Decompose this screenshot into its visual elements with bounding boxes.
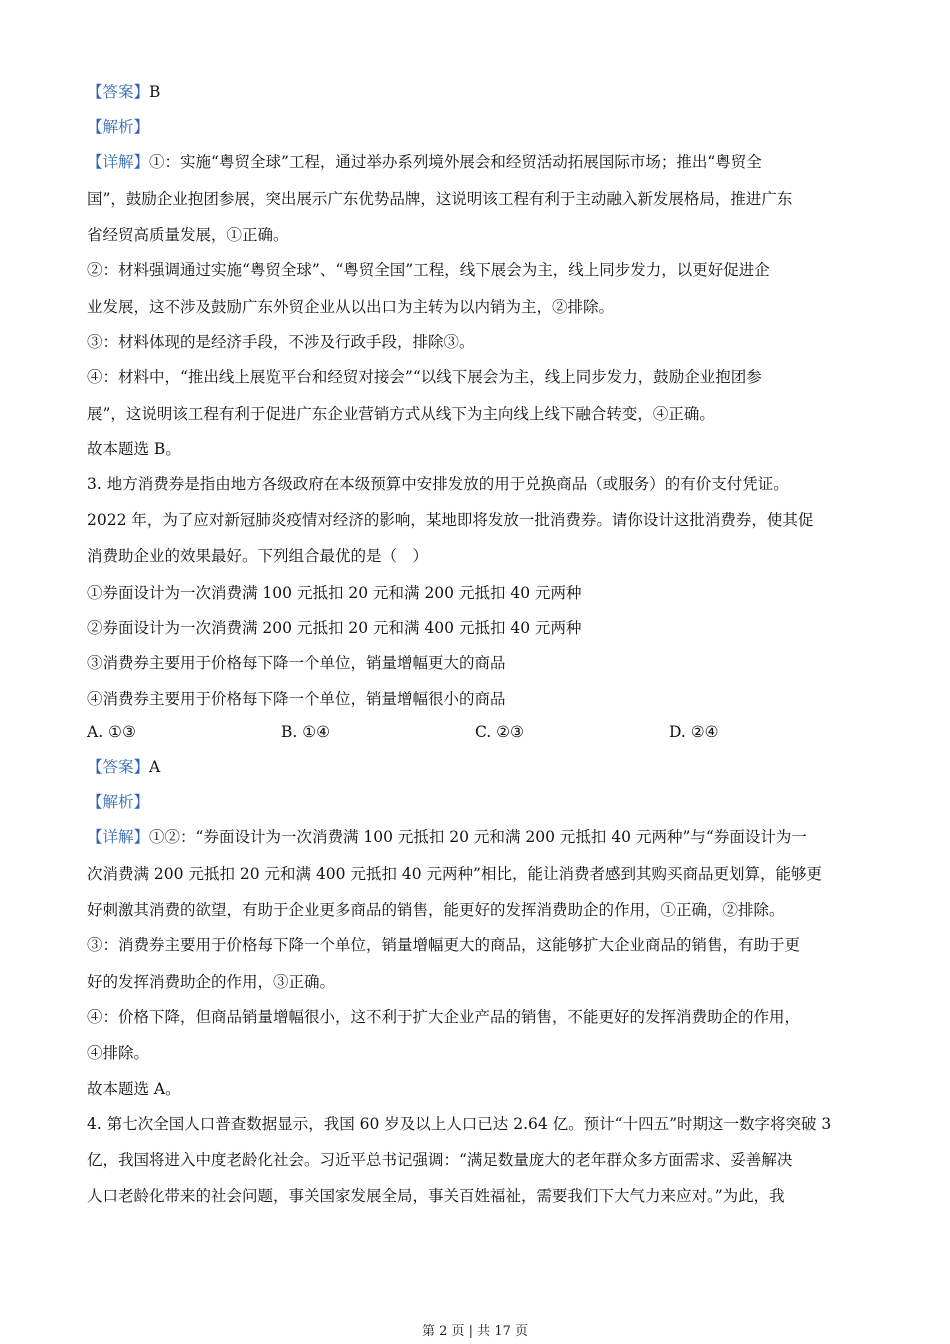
detail-line: 【详解】①②：“券面设计为一次消费满 100 元抵扣 20 元和满 200 元抵扣 40 元两种”与“券面设计为一 bbox=[87, 828, 807, 846]
conclusion-line: 故本题选 A。 bbox=[87, 1080, 181, 1098]
analysis-tag: 【解析】 bbox=[87, 793, 150, 811]
detail-line: 【详解】①：实施“粤贸全球”工程，通过举办系列境外展会和经贸活动拓展国际市场；推出“粤贸全 bbox=[87, 153, 762, 171]
question-stem: 4. 第七次全国人口普查数据显示，我国 60 岁及以上人口已达 2.64 亿。预计“十四五”时期这一数字将突破 3 bbox=[87, 1115, 832, 1133]
text-line: 次消费满 200 元抵扣 20 元和满 400 元抵扣 40 元两种”相比，能让消费者感到其购买商品更划算，能够更 bbox=[87, 865, 822, 883]
text-line: 省经贸高质量发展，①正确。 bbox=[87, 226, 289, 244]
question-stem: 2022 年，为了应对新冠肺炎疫情对经济的影响，某地即将发放一批消费券。请你设计这批消费券，使其促 bbox=[87, 511, 814, 529]
statement-item: ②券面设计为一次消费满 200 元抵扣 20 元和满 400 元抵扣 40 元两种 bbox=[87, 619, 582, 637]
page-footer: 第 2 页 | 共 17 页 bbox=[422, 1324, 528, 1339]
question-stem: 消费助企业的效果最好。下列组合最优的是（ ） bbox=[87, 547, 429, 565]
text-line: ③：材料体现的是经济手段，不涉及行政手段，排除③。 bbox=[87, 333, 475, 351]
text-line: ④排除。 bbox=[87, 1044, 150, 1062]
answer-line bbox=[87, 82, 867, 102]
text-line: ③：消费券主要用于价格每下降一个单位，销量增幅更大的商品，这能够扩大企业商品的销售，有助于更 bbox=[87, 936, 801, 954]
answer-value: A bbox=[149, 758, 161, 776]
conclusion-line: 故本题选 B。 bbox=[87, 440, 181, 458]
option-a: A. ①③ bbox=[87, 723, 136, 741]
text-line: 好刺激其消费的欲望，有助于企业更多商品的销售，能更好的发挥消费助企的作用，①正确，②排除。 bbox=[87, 901, 785, 919]
text-line: ④：价格下降，但商品销量增幅很小，这不利于扩大企业产品的销售，不能更好的发挥消费助企的作用， bbox=[87, 1008, 801, 1026]
statement-item: ④消费券主要用于价格每下降一个单位，销量增幅很小的商品 bbox=[87, 690, 506, 708]
answer-line bbox=[87, 757, 867, 777]
question-stem: 亿，我国将进入中度老龄化社会。习近平总书记强调：“满足数量庞大的老年群众多方面需求、妥善解决 bbox=[87, 1151, 793, 1169]
answer-tag: 【答案】 bbox=[87, 758, 150, 776]
answer-tag: 【答案】 bbox=[87, 83, 150, 101]
option-d: D. ②④ bbox=[669, 723, 719, 741]
statement-item: ③消费券主要用于价格每下降一个单位，销量增幅更大的商品 bbox=[87, 654, 506, 672]
statement-item: ①券面设计为一次消费满 100 元抵扣 20 元和满 200 元抵扣 40 元两种 bbox=[87, 584, 582, 602]
question-stem: 人口老龄化带来的社会问题，事关国家发展全局，事关百姓福祉，需要我们下大气力来应对。”为此，我 bbox=[87, 1187, 785, 1205]
text-line: 好的发挥消费助企的作用，③正确。 bbox=[87, 973, 336, 991]
option-c: C. ②③ bbox=[475, 723, 524, 741]
text-line: 业发展，这不涉及鼓励广东外贸企业从以出口为主转为以内销为主，②排除。 bbox=[87, 298, 615, 316]
detail-tag: 【详解】 bbox=[87, 828, 150, 846]
detail-tag: 【详解】 bbox=[87, 153, 150, 171]
option-b: B. ①④ bbox=[281, 723, 331, 741]
text-line: 展”，这说明该工程有利于促进广东企业营销方式从线下为主向线上线下融合转变，④正确。 bbox=[87, 405, 715, 423]
text-line: ②：材料强调通过实施“粤贸全球”、“粤贸全国”工程，线下展会为主，线上同步发力，以更好促进企 bbox=[87, 261, 770, 279]
text-line: 国”，鼓励企业抱团参展，突出展示广东优势品牌，这说明该工程有利于主动融入新发展格局，推进广东 bbox=[87, 190, 793, 208]
text-line: ④：材料中，“推出线上展览平台和经贸对接会”“以线下展会为主，线上同步发力，鼓励企业抱团参 bbox=[87, 368, 762, 386]
question-stem: 3. 地方消费券是指由地方各级政府在本级预算中安排发放的用于兑换商品（或服务）的有价支付凭证。 bbox=[87, 475, 789, 493]
answer-value: B bbox=[149, 83, 161, 101]
analysis-tag: 【解析】 bbox=[87, 118, 150, 136]
